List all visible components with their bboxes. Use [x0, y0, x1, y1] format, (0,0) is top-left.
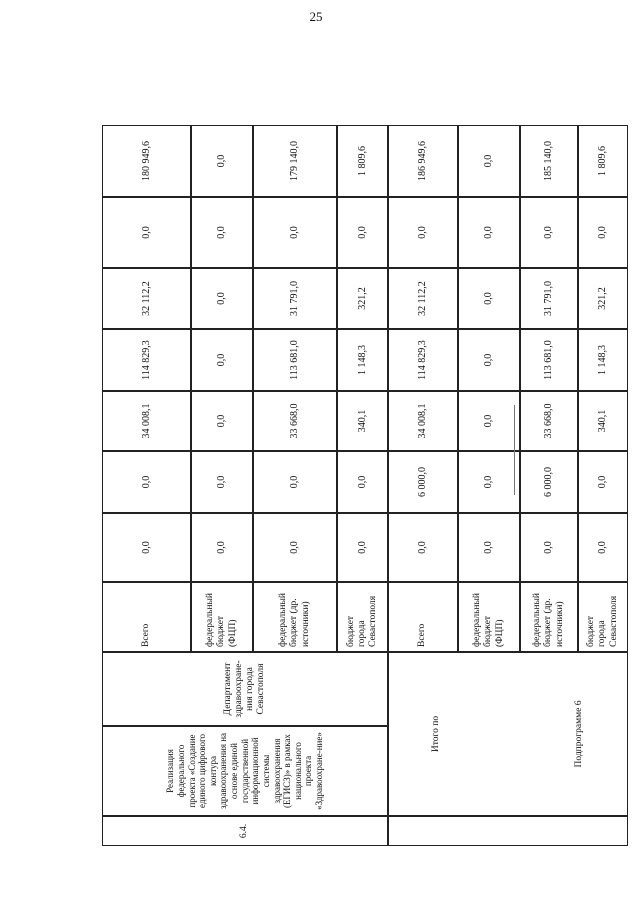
value: 34 008,1	[417, 403, 429, 439]
funding-source: бюджет города Севастополя	[586, 595, 619, 647]
value: 0,0	[483, 353, 495, 367]
value-cell	[253, 329, 337, 391]
value-cell	[102, 513, 191, 582]
value: 0,0	[597, 541, 609, 554]
value: 179 140,0	[289, 141, 301, 181]
value: 0,0	[216, 154, 228, 168]
value: 0,0	[483, 226, 495, 239]
value: 0,0	[597, 226, 609, 239]
value-cell	[191, 451, 253, 513]
value-cell	[578, 451, 628, 513]
value-cell	[337, 513, 388, 582]
value-cell	[337, 268, 388, 329]
value-cell	[253, 125, 337, 197]
value: 6 000,0	[543, 467, 555, 497]
value-cell	[458, 329, 520, 391]
value: 0,0	[140, 541, 152, 554]
value-cell	[102, 268, 191, 329]
value-cell	[578, 197, 628, 268]
value: 0,0	[483, 541, 495, 554]
value: 0,0	[140, 226, 152, 239]
budget-table	[102, 33, 628, 846]
value-cell	[337, 197, 388, 268]
divider-line	[514, 405, 515, 495]
value: 113 681,0	[543, 340, 555, 380]
value-cell	[458, 451, 520, 513]
value: 34 008,1	[140, 403, 152, 439]
value-cell	[520, 391, 578, 451]
value-cell	[253, 513, 337, 582]
value: 0,0	[597, 475, 609, 489]
total-label-line2: Подпрограмме 6	[573, 700, 584, 768]
value-cell	[520, 513, 578, 582]
value: 0,0	[216, 414, 228, 428]
value: 0,0	[216, 226, 228, 239]
value-cell	[458, 125, 520, 197]
value: 321,2	[356, 287, 368, 310]
value: 1 148,3	[597, 345, 609, 375]
value: 114 829,3	[140, 340, 152, 380]
value-cell	[102, 391, 191, 451]
value: 0,0	[356, 541, 368, 554]
value: 32 112,2	[417, 281, 429, 316]
value: 0,0	[216, 475, 228, 489]
value-cell	[102, 125, 191, 197]
value-cell	[458, 268, 520, 329]
value: 0,0	[216, 541, 228, 554]
funding-source: федеральный бюджет (др. источники)	[532, 593, 565, 647]
value: 6 000,0	[417, 467, 429, 497]
row-number-cell-empty	[388, 816, 628, 846]
source-cell	[458, 582, 520, 652]
value: 31 791,0	[289, 281, 301, 316]
value: 33 668,0	[543, 403, 555, 439]
source-cell	[520, 582, 578, 652]
value-cell	[520, 197, 578, 268]
value-cell	[388, 391, 458, 451]
value-cell	[253, 451, 337, 513]
value: 1 809,6	[356, 146, 368, 176]
value: 0,0	[289, 475, 301, 489]
value: 32 112,2	[140, 281, 152, 316]
value: 0,0	[483, 414, 495, 428]
value-cell	[388, 125, 458, 197]
value-cell	[388, 329, 458, 391]
funding-source: Всего	[417, 623, 428, 647]
value: 0,0	[417, 226, 429, 239]
value: 0,0	[483, 475, 495, 489]
source-cell	[337, 582, 388, 652]
value: 0,0	[289, 226, 301, 239]
value-cell	[253, 197, 337, 268]
value-cell	[458, 391, 520, 451]
value: 0,0	[356, 475, 368, 489]
value: 0,0	[543, 226, 555, 239]
value: 0,0	[140, 475, 152, 489]
value-cell	[388, 268, 458, 329]
value-cell	[578, 391, 628, 451]
value-cell	[191, 329, 253, 391]
funding-source: бюджет города Севастополя	[345, 595, 379, 647]
value-cell	[388, 513, 458, 582]
value: 0,0	[543, 541, 555, 554]
value: 340,1	[356, 409, 368, 433]
value: 0,0	[356, 226, 368, 239]
value-cell	[253, 268, 337, 329]
value-cell	[102, 197, 191, 268]
row-number: 6.4.	[239, 823, 250, 839]
value-cell	[578, 268, 628, 329]
value-cell	[578, 513, 628, 582]
value-cell	[253, 391, 337, 451]
funding-source: Всего	[140, 623, 151, 647]
value: 0,0	[216, 353, 228, 367]
value-cell	[102, 451, 191, 513]
value: 340,1	[597, 409, 609, 433]
measure-name: Реализация федерального проекта «Создание единого цифрового контура здравоохранения на основе единой государственной информационной системы здравоохранения (ЕГИСЗ)» в рамках национального проекта «Здравоохране-ние»	[165, 732, 324, 810]
value-cell	[191, 268, 253, 329]
source-cell	[191, 582, 253, 652]
value-cell	[520, 268, 578, 329]
source-cell	[578, 582, 628, 652]
value: 180 949,6	[140, 141, 152, 181]
value: 1 809,6	[597, 146, 609, 176]
value-cell	[102, 329, 191, 391]
value: 0,0	[289, 541, 301, 554]
value-cell	[337, 125, 388, 197]
value-cell	[337, 329, 388, 391]
value: 33 668,0	[289, 403, 301, 439]
value: 113 681,0	[289, 340, 301, 380]
value-cell	[191, 197, 253, 268]
value: 1 148,3	[356, 345, 368, 375]
value: 0,0	[216, 292, 228, 305]
total-label-cell	[388, 652, 628, 816]
source-cell	[102, 582, 191, 652]
page-number: 25	[309, 9, 323, 24]
value: 186 949,6	[417, 141, 429, 181]
value-cell	[578, 329, 628, 391]
executor-cell	[102, 652, 388, 726]
value-cell	[520, 451, 578, 513]
value-cell	[578, 125, 628, 197]
row-number-cell	[102, 816, 388, 846]
value: 321,2	[597, 287, 609, 310]
source-cell	[388, 582, 458, 652]
value-cell	[458, 197, 520, 268]
value-cell	[388, 451, 458, 513]
value: 31 791,0	[543, 281, 555, 316]
value: 0,0	[483, 154, 495, 168]
measure-name-cell	[102, 726, 388, 816]
value-cell	[191, 391, 253, 451]
value: 0,0	[483, 292, 495, 305]
total-label-line1: Итого по	[431, 715, 441, 753]
value-cell	[520, 125, 578, 197]
value-cell	[191, 513, 253, 582]
funding-source: федеральный бюджет (ФЦП)	[205, 593, 238, 647]
value-cell	[337, 451, 388, 513]
value-cell	[337, 391, 388, 451]
funding-source: федеральный бюджет (ФЦП)	[472, 593, 505, 647]
value-cell	[458, 513, 520, 582]
value: 185 140,0	[543, 141, 555, 181]
value: 0,0	[417, 541, 429, 554]
value-cell	[191, 125, 253, 197]
executor: Департамент здравоохране-ния города Севастополя	[222, 660, 267, 718]
funding-source: федеральный бюджет (др. источники)	[278, 593, 311, 647]
value-cell	[388, 197, 458, 268]
source-cell	[253, 582, 337, 652]
value: 114 829,3	[417, 340, 429, 380]
value-cell	[520, 329, 578, 391]
